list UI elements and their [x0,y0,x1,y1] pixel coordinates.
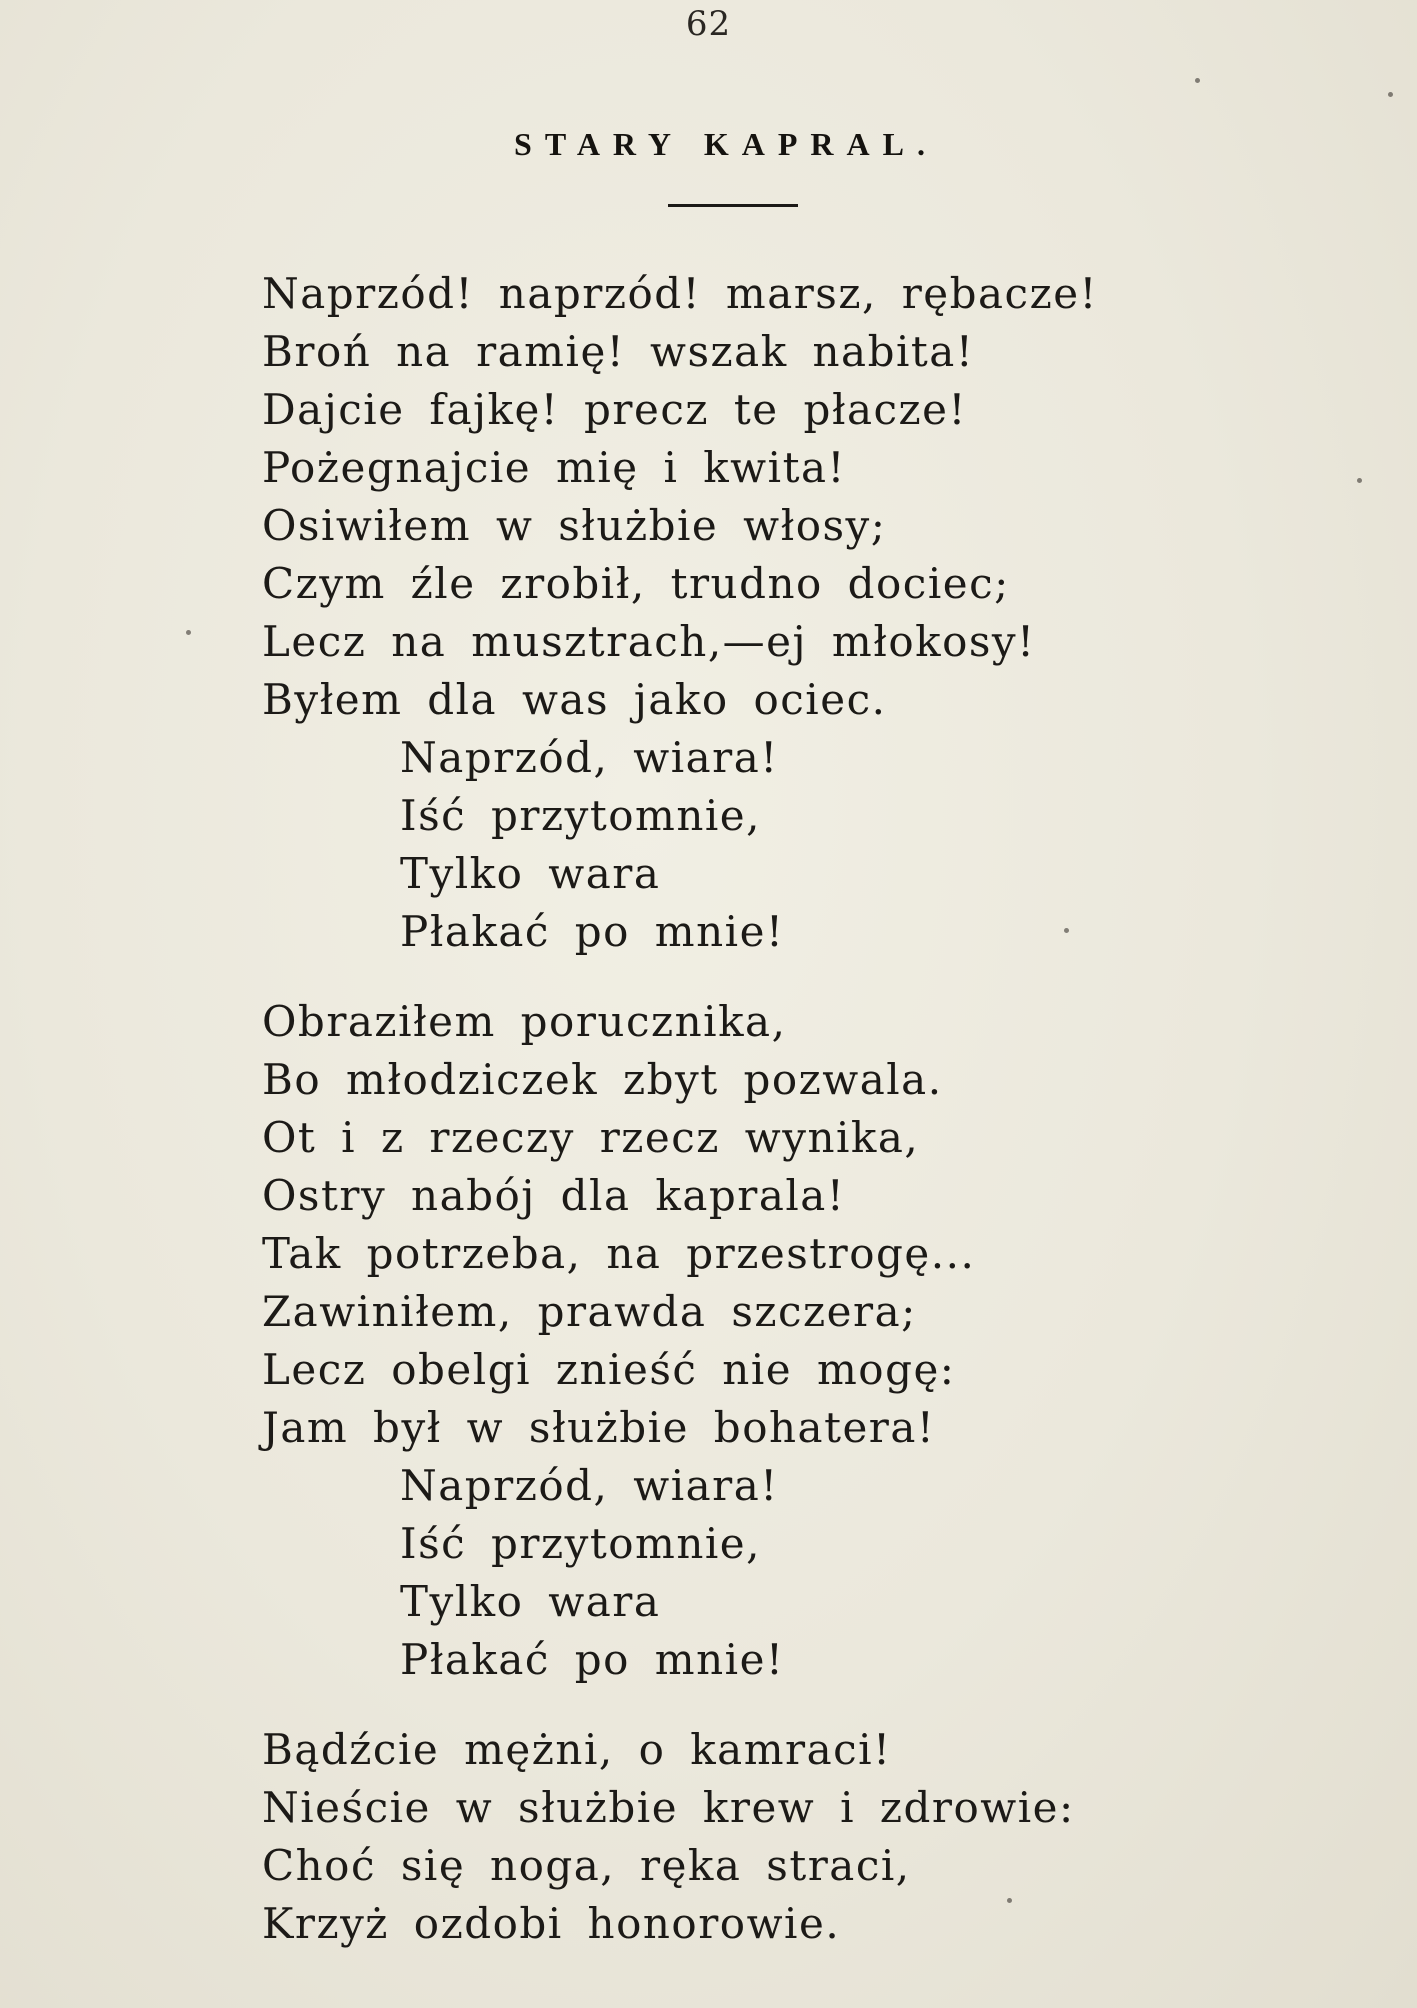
paper-speck [1007,1898,1012,1903]
paper-speck [1195,78,1200,83]
poem-line: Dajcie fajkę! precz te płacze! [262,385,967,434]
poem-body [262,265,1342,1985]
poem-line: Zawiniłem, prawda szczera; [262,1287,917,1336]
poem-line: Nieście w służbie krew i zdrowie: [262,1783,1075,1832]
refrain-line: Tylko wara [400,1577,661,1626]
poem-line: Jam był w służbie bohatera! [262,1403,936,1452]
poem-line: Lecz obelgi znieść nie mogę: [262,1345,956,1394]
paper-speck [1357,478,1362,483]
poem-line: Broń na ramię! wszak nabita! [262,327,975,376]
poem-line: Czym źle zrobił, trudno dociec; [262,559,1010,608]
stanza [262,265,1342,961]
refrain-line: Tylko wara [400,849,661,898]
poem-line: Choć się noga, ręka straci, [262,1841,911,1890]
paper-speck [1064,928,1069,933]
title-rule [668,204,798,207]
poem-line: Pożegnajcie mię i kwita! [262,443,846,492]
poem-line: Byłem dla was jako ociec. [262,675,887,724]
poem-line: Bądźcie mężni, o kamraci! [262,1725,892,1774]
refrain-line: Płakać po mnie! [400,907,785,956]
poem-title: STARY KAPRAL. [514,126,938,162]
poem-line: Naprzód! naprzód! marsz, rębacze! [262,269,1098,318]
paper-speck [1388,92,1393,97]
poem-line: Osiwiłem w służbie włosy; [262,501,887,550]
poem-line: Krzyż ozdobi honorowie. [262,1899,841,1948]
paper-speck [186,630,191,635]
page-number: 62 [685,4,732,44]
refrain-line: Naprzód, wiara! [400,1461,779,1510]
poem-line: Obraziłem porucznika, [262,997,787,1046]
stanza [262,993,1342,1689]
refrain-line: Iść przytomnie, [400,1519,762,1568]
refrain-line: Iść przytomnie, [400,791,762,840]
poem-line: Tak potrzeba, na przestrogę... [262,1229,976,1278]
poem-line: Ot i z rzeczy rzecz wynika, [262,1113,920,1162]
poem-line: Ostry nabój dla kaprala! [262,1171,846,1220]
refrain-line: Naprzód, wiara! [400,733,779,782]
refrain-line: Płakać po mnie! [400,1635,785,1684]
stanza [262,1721,1342,1953]
poem-line: Lecz na musztrach,—ej młokosy! [262,617,1036,666]
poem-line: Bo młodziczek zbyt pozwala. [262,1055,943,1104]
